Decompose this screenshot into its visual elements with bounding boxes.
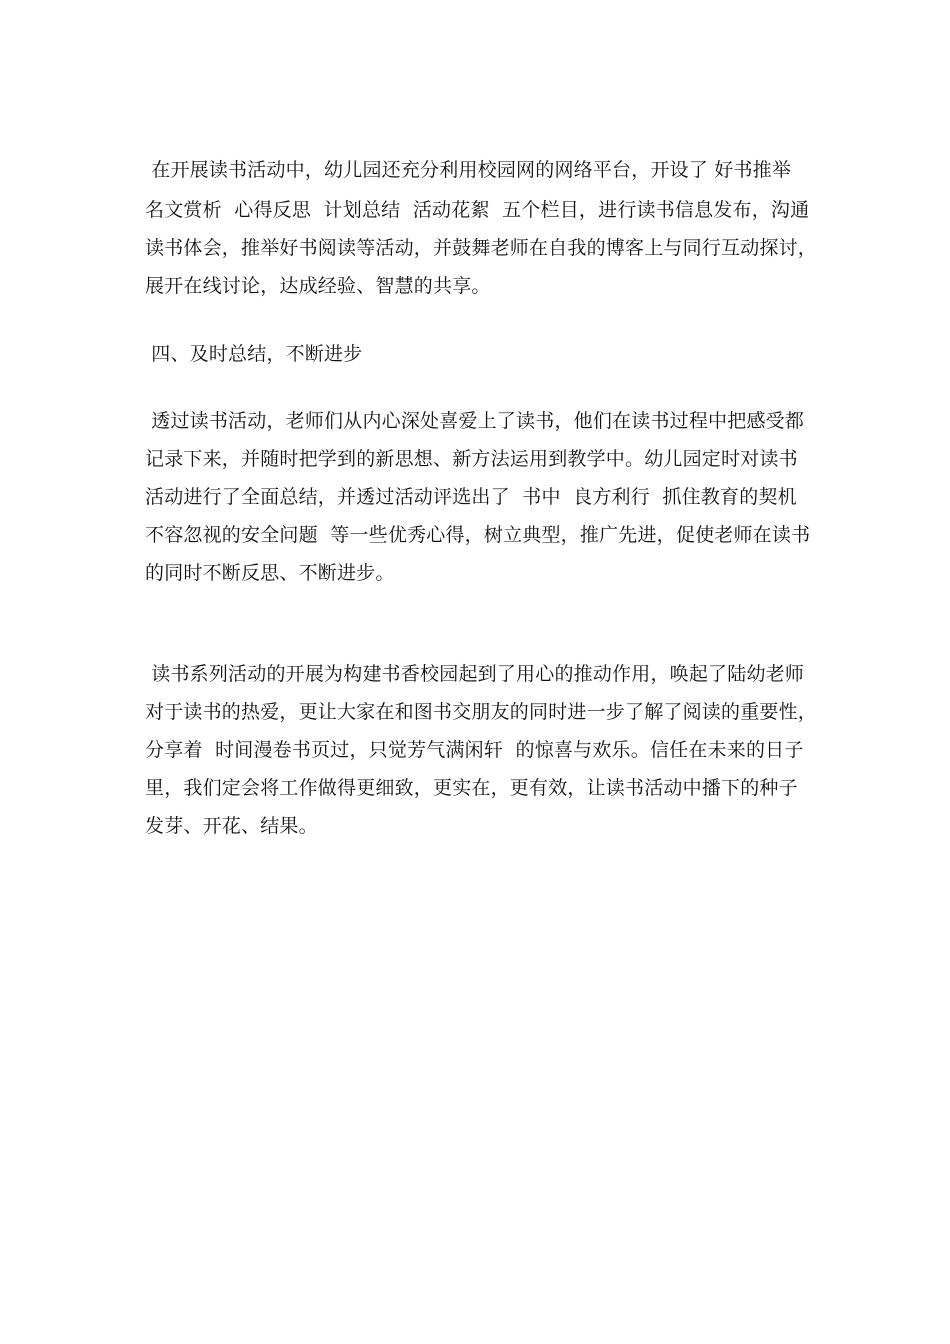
paragraph-1-line-2: 名文赏析 心得反思 计划总结 活动花絮 五个栏目，进行读书信息发布，沟通 [145,199,810,221]
paragraph-2-line-3: 活动进行了全面总结，并透过活动评选出了 书中 良方利行 抓住教育的契机 [145,486,797,508]
paragraph-2-line-2: 记录下来，并随时把学到的新思想、新方法运用到教学中。幼儿园定时对读书 [145,448,798,470]
paragraph-3-line-5: 发芽、开花、结果。 [145,815,318,837]
paragraph-1-line-3: 读书体会，推举好书阅读等活动，并鼓舞老师在自我的博客上与同行互动探讨， [145,237,818,259]
paragraph-2-line-4: 不容忽视的安全问题 等一些优秀心得，树立典型，推广先进，促使老师在读书 [145,524,811,546]
paragraph-1-line-1: 在开展读书活动中，幼儿园还充分利用校园网的网络平台，开设了 好书推举 [145,159,792,181]
paragraph-2-line-5: 的同时不断反思、不断进步。 [145,562,395,584]
paragraph-3-line-1: 读书系列活动的开展为构建书香校园起到了用心的推动作用，唤起了陆幼老师 [145,663,805,685]
paragraph-1-line-4: 展开在线讨论，达成经验、智慧的共享。 [145,275,491,297]
paragraph-3-line-2: 对于读书的热爱，更让大家在和图书交朋友的同时进一步了解了阅读的重要性， [145,701,818,723]
paragraph-3-line-3: 分享着 时间漫卷书页过，只觉芳气满闲轩 的惊喜与欢乐。信任在未来的日子 [145,739,804,761]
paragraph-2-line-1: 透过读书活动，老师们从内心深处喜爱上了读书，他们在读书过程中把感受都 [145,410,805,432]
paragraph-3-line-4: 里，我们定会将工作做得更细致，更实在，更有效，让读书活动中播下的种子 [145,777,798,799]
section-heading: 四、及时总结，不断进步 [145,343,363,365]
